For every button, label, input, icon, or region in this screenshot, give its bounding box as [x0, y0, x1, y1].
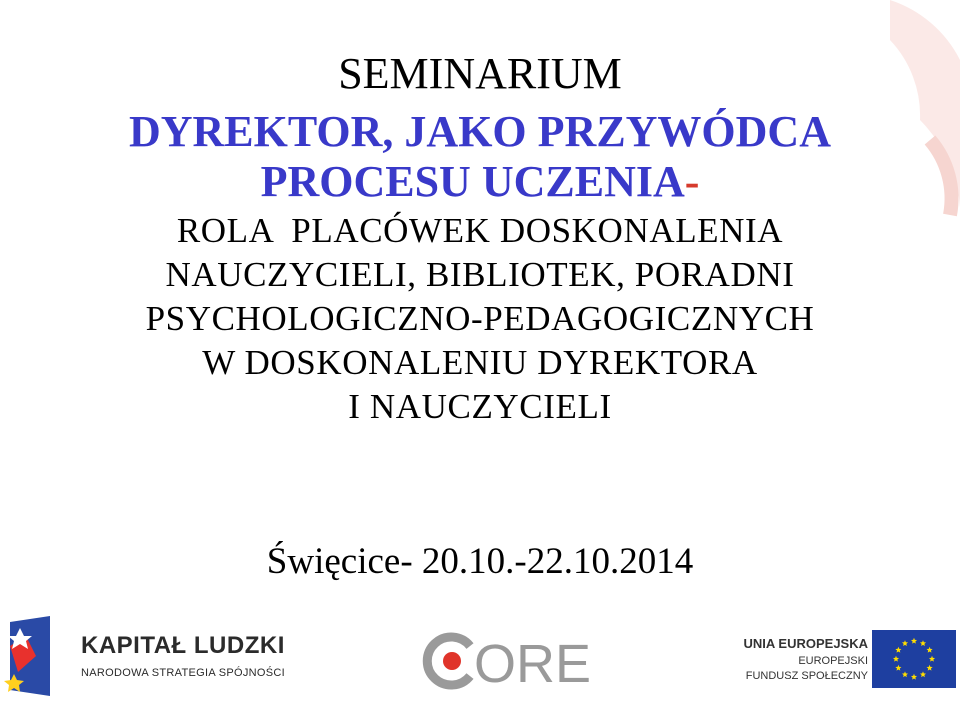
subtitle-line-2-text: PROCESU UCZENIA — [260, 157, 685, 206]
eu-logo — [720, 628, 960, 693]
eu-line-2: EUROPEJSKI — [798, 655, 868, 667]
body-line-5: I NAUCZYCIELI — [348, 387, 612, 426]
ore-logo-graphic — [424, 632, 592, 694]
kapital-ludzki-logo — [6, 616, 306, 696]
ore-logo-text: ORE — [474, 634, 592, 694]
slide-title: SEMINARIUM — [338, 49, 622, 98]
ore-logo — [424, 632, 592, 694]
subtitle-dash: - — [684, 157, 700, 206]
subtitle-line-2 — [0, 157, 960, 206]
subtitle-line-1: DYREKTOR, JAKO PRZYWÓDCA — [128, 107, 831, 156]
kapital-ludzki-emblem-icon — [6, 616, 70, 696]
body-line-3: PSYCHOLOGICZNO-PEDAGOGICZNYCH — [145, 299, 815, 338]
body-line-1: ROLA PLACÓWEK DOSKONALENIA — [176, 211, 784, 250]
body-line-2: NAUCZYCIELI, BIBLIOTEK, PORADNI — [165, 255, 795, 294]
kapital-ludzki-name: KAPITAŁ LUDZKI — [81, 632, 285, 659]
eu-flag-icon — [872, 630, 956, 688]
title-block — [0, 49, 960, 426]
eu-line-1: UNIA EUROPEJSKA — [743, 636, 868, 651]
event-date: Święcice- 20.10.-22.10.2014 — [266, 541, 694, 582]
kapital-ludzki-tagline: NARODOWA STRATEGIA SPÓJNOŚCI — [81, 667, 285, 679]
eu-line-3: FUNDUSZ SPOŁECZNY — [745, 670, 868, 682]
body-line-4: W DOSKONALENIU DYREKTORA — [202, 343, 758, 382]
